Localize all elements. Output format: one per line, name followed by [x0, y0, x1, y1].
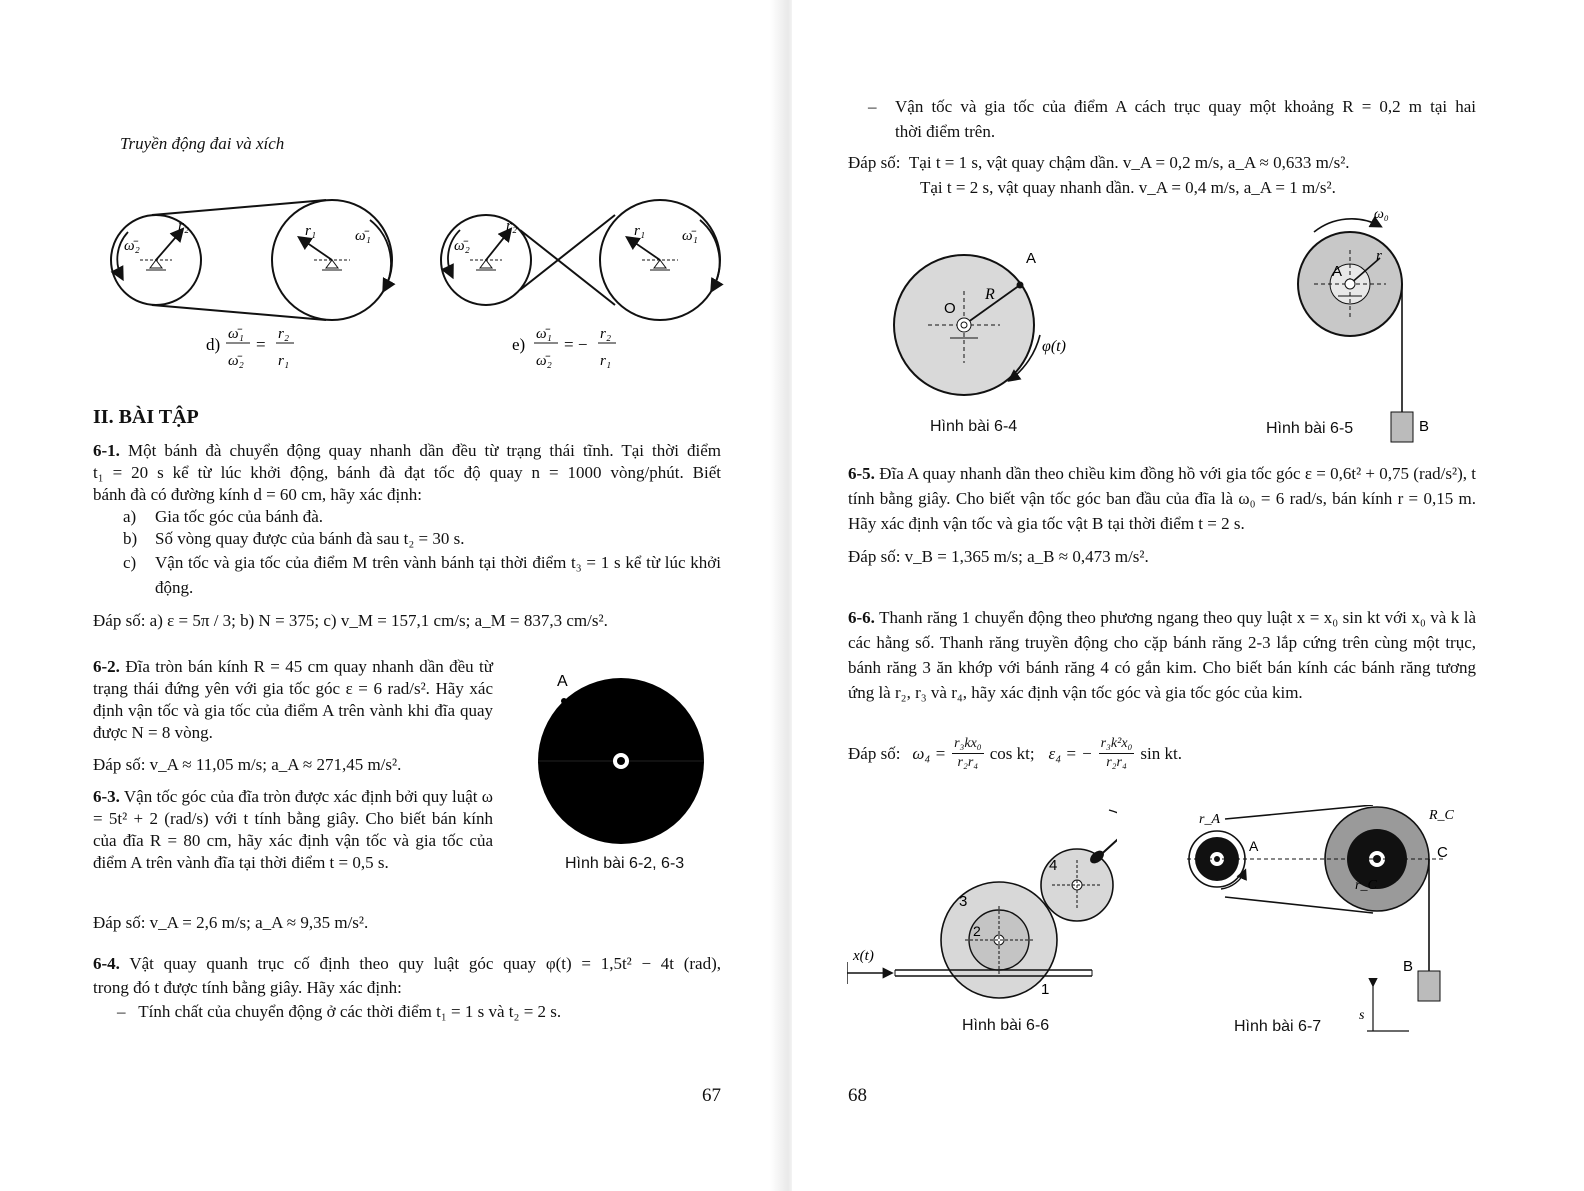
answer-6-4: Đáp số: Tại t = 1 s, vật quay chậm dần. v_A = 0,2 m/s, a_A ≈ 0,633 m/s². Tại t = 2 s, vật quay nhanh dần. v_A = 0,4 m/s, a_A = 1 m/s².	[848, 153, 1350, 197]
svg-text:1: 1	[1041, 981, 1050, 998]
fig-6-5-caption: Hình bài 6-5	[1266, 420, 1354, 437]
svg-text:B: B	[1403, 958, 1414, 975]
exercise-6-1: 6-1. Một bánh đà chuyển động quay nhanh dần đều từ trạng thái tĩnh. Tại thời điểm t₁ = 20 s kể từ lúc khởi động, bánh đà đạt tốc độ quay n = 1000 vòng/phút. Biết bánh đà có đường kính d = 60 cm, hãy xác định: a) Gia tốc góc của bánh đà. b) Số vòng quay được của bánh đà sau t₂ = 30 s. c) Vận tốc và gia tốc của điểm M trên vành bánh tại thời điểm t₃ = 1 s kể từ lúc khởi động. Đáp số: a) ε = 5π / 3; b) N = 375; c) v_M = 157,1 cm/s; a_M = 837,3 cm/s².	[93, 441, 722, 630]
figure-6-4-disc	[892, 245, 1112, 415]
section-heading: Truyền động đai và xích	[120, 134, 285, 153]
svg-text:O: O	[944, 300, 956, 317]
figure-6-7-belt-system	[1187, 805, 1477, 1045]
svg-text:2: 2	[973, 923, 981, 939]
svg-text:ω̄₂: ω̄₂	[536, 353, 552, 369]
svg-text:C: C	[1437, 844, 1448, 861]
exercise-6-5: 6-5. Đĩa A quay nhanh dần theo chiều kim đồng hồ với gia tốc góc ε = 0,6t² + 0,75 (rad/s²), t tính bằng giây. Cho biết vận tốc góc ban đầu của đĩa là ω₀ = 6 rad/s, bán kính r = 0,15 m. Hãy xác định vận tốc và gia tốc vật B tại thời điểm t = 2 s. Đáp số: v_B = 1,365 m/s; a_B ≈ 0,473 m/s².	[848, 464, 1477, 566]
svg-text:ω̄₂: ω̄₂	[228, 353, 244, 369]
exercise-6-4-continued: – Vận tốc và gia tốc của điểm A cách trục quay một khoảng R = 0,2 m tại hai thời điểm trên.	[868, 97, 1476, 141]
svg-text:r_A: r_A	[1199, 812, 1220, 827]
svg-text:ω̄₂: ω̄₂	[124, 238, 140, 254]
belt-drive-figures	[100, 190, 740, 380]
figure-6-2-disc	[530, 665, 720, 850]
svg-text:A: A	[1026, 250, 1037, 267]
fig-e-label: e)	[512, 335, 526, 354]
svg-text:A: A	[1249, 838, 1259, 854]
belt-figure-e	[441, 200, 720, 320]
fig-6-6-caption: Hình bài 6-6	[962, 1017, 1050, 1034]
page-number-right: 68	[848, 1085, 867, 1106]
svg-text:R: R	[985, 286, 995, 303]
svg-text:r₂: r₂	[506, 218, 518, 234]
exercise-6-2: 6-2. Đĩa tròn bán kính R = 45 cm quay nhanh dần đều từ trạng thái đứng yên với gia tốc góc ε = 6 rad/s². Hãy xác định vận tốc và gia tốc của điểm A trên vành khi đĩa quay được N = 8 vòng. Đáp số: v_A ≈ 11,05 m/s; a_A ≈ 271,45 m/s².	[93, 657, 493, 774]
page-number-left: 67	[702, 1085, 721, 1106]
svg-text:R_C: R_C	[1429, 808, 1454, 823]
svg-text:4: 4	[1049, 857, 1058, 874]
svg-text:ω̄₁: ω̄₁	[228, 326, 244, 342]
fig-6-4-caption: Hình bài 6-4	[930, 418, 1018, 435]
svg-text:3: 3	[959, 893, 968, 910]
svg-text:r₁: r₁	[634, 223, 646, 239]
svg-text:r: r	[1376, 248, 1382, 264]
svg-text:ω̄₁: ω̄₁	[682, 228, 698, 244]
svg-text:φ(t): φ(t)	[1042, 338, 1066, 355]
figure-6-5-pulley	[1292, 200, 1452, 450]
svg-text:r_C: r_C	[1355, 878, 1377, 893]
svg-text:r₂: r₂	[600, 326, 612, 342]
exercise-6-6: 6-6. Thanh răng 1 chuyển động theo phương ngang theo quy luật x = x₀ sin kt với x₀ và k là các hằng số. Thanh răng truyền động cho cặp bánh răng 2-3 lắp cứng trên cùng một trục, bánh răng 3 ăn khớp với bánh răng 4 có gắn kim. Cho biết bán kính các bánh răng tương ứng là r₂, r₃ và r₄, hãy xác định vận tốc góc và gia tốc góc của kim.	[848, 608, 1476, 702]
fig-6-2-point-A: A	[557, 673, 568, 690]
svg-text:=: =	[256, 335, 266, 354]
figure-6-6-gears	[847, 800, 1117, 1015]
belt-figure-d	[111, 200, 392, 320]
svg-text:ω̄₁: ω̄₁	[536, 326, 552, 342]
svg-text:r₂: r₂	[278, 326, 290, 342]
exercise-6-3: 6-3. Vận tốc góc của đĩa tròn được xác định bởi quy luật ω = 5t² + 2 (rad/s) với t tính bằng giây. Cho biết bán kính của đĩa R = 80 cm, hãy xác định vận tốc và gia tốc của điểm A trên vành đĩa tại thời điểm t = 0,5 s.	[93, 787, 493, 872]
svg-text:r₁: r₁	[278, 353, 290, 369]
svg-text:ω̄₂: ω̄₂	[454, 238, 470, 254]
svg-text:ω̄₁: ω̄₁	[355, 228, 371, 244]
svg-text:s: s	[1359, 1008, 1365, 1023]
exercise-6-3-answer: Đáp số: v_A = 2,6 m/s; a_A ≈ 9,35 m/s².	[93, 913, 369, 932]
fig-d-label: d)	[206, 335, 221, 354]
svg-text:A: A	[1332, 263, 1343, 280]
exercise-6-4: 6-4. Vật quay quanh trục cố định theo quy luật góc quay φ(t) = 1,5t² − 4t (rad), trong đó t được tính bằng giây. Hãy xác định: – Tính chất của chuyển động ở các thời điểm t₁ = 1 s và t₂ = 2 s.	[93, 954, 721, 1021]
svg-text:= −: = −	[564, 335, 588, 354]
svg-text:x(t): x(t)	[853, 948, 874, 964]
answer-6-6: Đáp số: ω₄ = $\frac{\text{r₃kx₀}}{\text{r₂r₄}}$ cos kt; ε₄ = − $\frac{\text{r₃k²x₀}}{\text{r₂r₄}}$ sin kt.	[848, 736, 1182, 770]
right-page	[792, 0, 1584, 1191]
fig-6-2-caption: Hình bài 6-2, 6-3	[565, 855, 685, 872]
left-page	[0, 0, 790, 1191]
fig-6-7-caption: Hình bài 6-7	[1234, 1018, 1322, 1035]
exercises-heading: II. BÀI TẬP	[93, 406, 199, 428]
svg-text:r₂: r₂	[178, 218, 190, 234]
svg-text:ω₀: ω₀	[1374, 207, 1389, 222]
svg-text:r₁: r₁	[600, 353, 612, 369]
svg-text:B: B	[1419, 418, 1430, 435]
svg-text:r₁: r₁	[305, 223, 317, 239]
